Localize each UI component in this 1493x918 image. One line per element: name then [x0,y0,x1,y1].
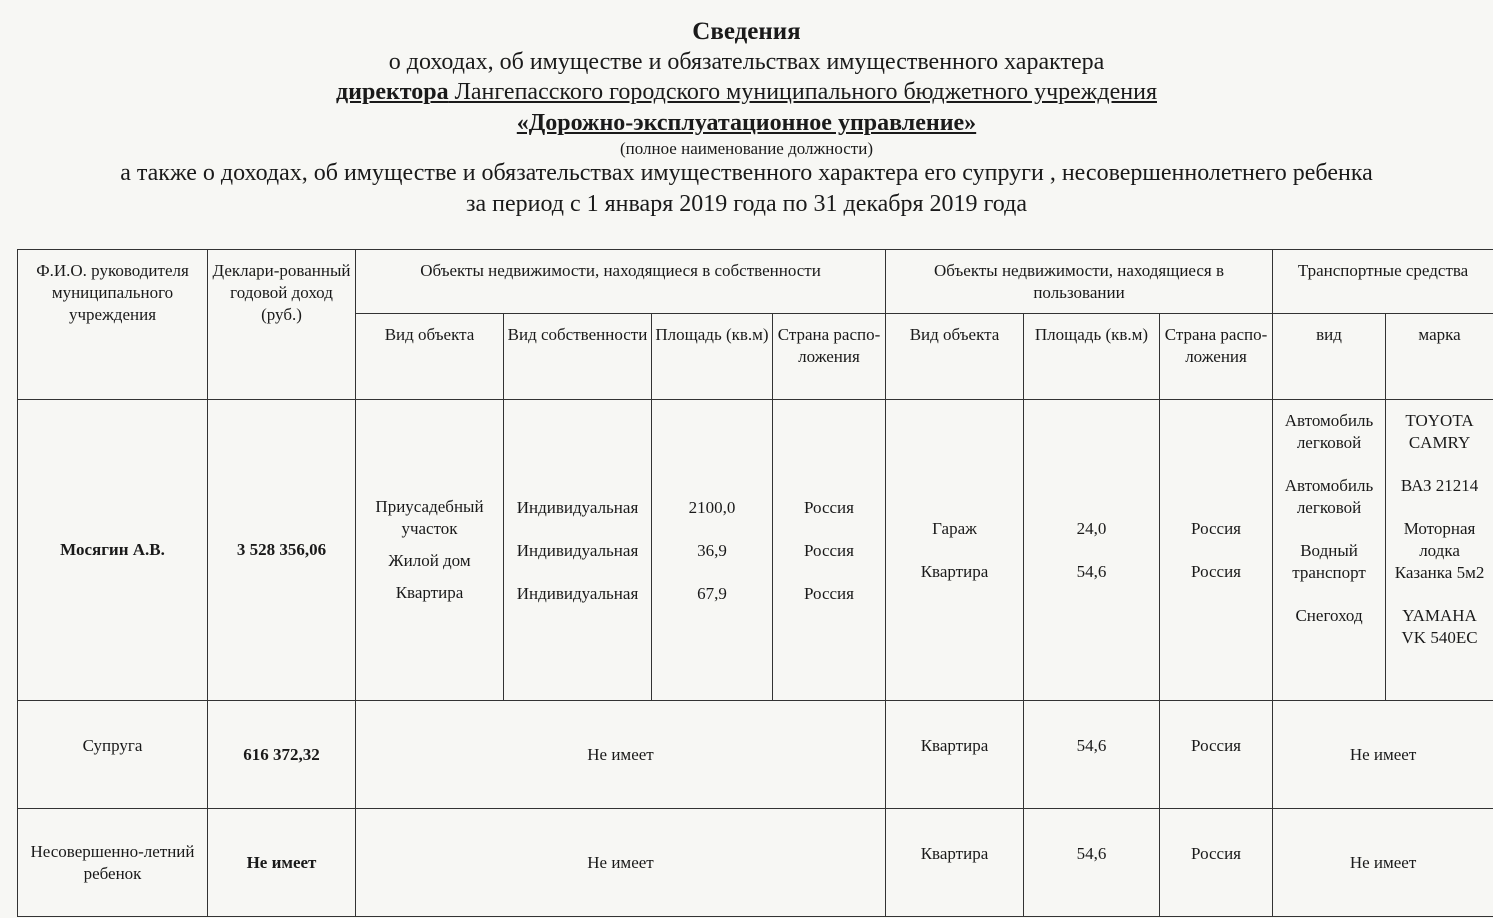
used-area: 24,0 [1076,519,1107,538]
owned-country: Россия [804,540,854,560]
declarant-income: 3 528 356,06 [208,400,356,701]
owned-area: 36,9 [697,540,727,560]
used-type: Квартира [920,562,989,581]
reporting-period: за период с 1 января 2019 года по 31 декабря 2019 года [466,191,1027,217]
table-row [18,809,1493,917]
owned-type: Квартира [395,583,464,602]
owned-type: Жилой дом [388,551,471,570]
used-areas-cell [1024,400,1160,701]
owned-area: 67,9 [697,583,727,603]
subtitle-line-2 [0,79,1493,106]
owned-types-cell [356,400,504,701]
child-label: Несовершенно-летний ребенок [18,809,208,917]
spouse-label: Супруга [18,701,208,809]
spouse-transport: Не имеет [1273,701,1493,809]
organization-name: Лангепасского городского муниципального бюджетного учреждения [448,79,1157,105]
position-word: директора [336,79,449,105]
transport-brand: TOYOTA CAMRY [1405,411,1474,452]
owned-country: Россия [804,583,854,603]
header-used-area: Площадь (кв.м) [1024,314,1160,400]
header-owned-area: Площадь (кв.м) [652,314,773,400]
header-transport: Транспортные средства [1273,250,1493,314]
header-used-country: Страна распо-ложения [1160,314,1273,400]
transport-kinds-cell [1273,400,1386,701]
child-used-country: Россия [1160,809,1273,917]
header-owned-property: Объекты недвижимости, находящиеся в собственности [356,250,886,314]
subtitle-line-1: о доходах, об имуществе и обязательствах имущественного характера [388,49,1105,75]
child-used-area: 54,6 [1024,809,1160,917]
used-country: Россия [1191,519,1241,538]
spouse-used-type: Квартира [886,701,1024,809]
header-income: Деклари-рованный годовой доход (руб.) [208,250,356,400]
transport-brand: ВАЗ 21214 [1400,476,1479,495]
header-used-type: Вид объекта [886,314,1024,400]
table-row [18,400,1493,701]
child-transport: Не имеет [1273,809,1493,917]
declarant-name: Мосягин А.В. [18,400,208,701]
table-row [18,701,1493,809]
declaration-table [17,249,1493,917]
subtitle-line-4: а также о доходах, об имуществе и обязательствах имущественного характера его супруги , несовершеннолетнего ребенка [120,160,1373,186]
child-owned-property: Не имеет [356,809,886,917]
header-used-property: Объекты недвижимости, находящиеся в пользовании [886,250,1273,314]
owned-country: Россия [804,497,854,517]
header-ownership: Вид собственности [504,314,652,400]
header-owned-type: Вид объекта [356,314,504,400]
owned-type: Приусадебный участок [375,497,484,538]
transport-kind: Автомобиль легковой [1284,411,1374,452]
ownership-type: Индивидуальная [516,583,639,603]
document-title: Сведения [692,18,801,45]
transport-brand: Моторная лодка Казанка 5м2 [1394,519,1485,582]
used-type: Гараж [932,519,977,538]
owned-areas-cell [652,400,773,701]
organization-quoted-name: «Дорожно-эксплуатационное управление» [516,110,977,136]
header-owned-country: Страна распо-ложения [773,314,886,400]
transport-kind: Автомобиль легковой [1284,476,1374,517]
used-area: 54,6 [1076,562,1107,581]
transport-kind: Водный транспорт [1292,541,1366,582]
transport-kind: Снегоход [1295,606,1363,625]
child-income: Не имеет [208,809,356,917]
owned-area: 2100,0 [688,497,736,517]
ownership-type: Индивидуальная [516,497,639,517]
transport-brand: YAMAHA VK 540EC [1401,606,1478,647]
transport-brands-cell [1386,400,1493,701]
used-types-cell [886,400,1024,701]
ownership-cell [504,400,652,701]
header-name: Ф.И.О. руководителя муниципального учреждения [18,250,208,400]
used-country: Россия [1191,562,1241,581]
spouse-income: 616 372,32 [208,701,356,809]
used-countries-cell [1160,400,1273,701]
position-caption: (полное наименование должности) [619,139,873,158]
spouse-used-country: Россия [1160,701,1273,809]
ownership-type: Индивидуальная [516,540,639,560]
child-used-type: Квартира [886,809,1024,917]
spouse-owned-property: Не имеет [356,701,886,809]
owned-countries-cell [773,400,886,701]
header-transport-brand: марка [1386,314,1493,400]
spouse-used-area: 54,6 [1024,701,1160,809]
header-transport-kind: вид [1273,314,1386,400]
